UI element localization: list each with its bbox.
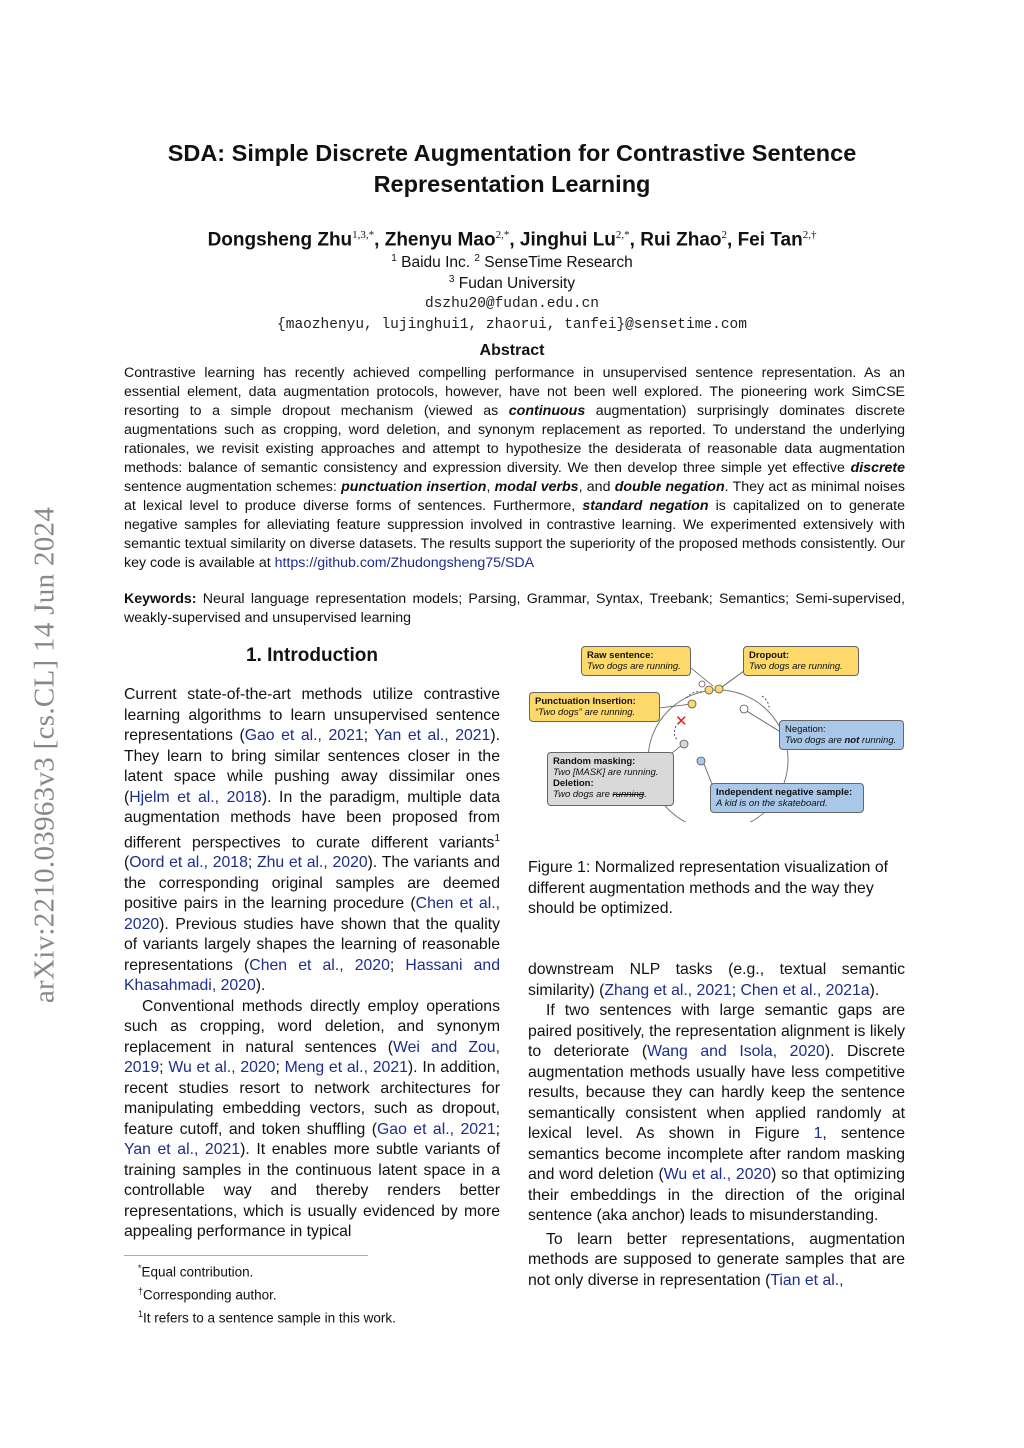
citation-link[interactable]: Oord et al., 2018 xyxy=(129,854,248,872)
affil-mark: 3 xyxy=(448,274,455,285)
citation-link[interactable]: Tian et al., xyxy=(770,1271,844,1289)
paragraph: downstream NLP tasks (e.g., textual semantic similarity) (Zhang et al., 2021; Chen et al., 2021a). xyxy=(528,961,905,999)
author-name: Dongsheng Zhu xyxy=(207,229,353,251)
paper-title xyxy=(120,138,904,200)
affiliation-line-1 xyxy=(120,253,904,272)
figure-1 xyxy=(526,640,906,822)
affiliation-line-2 xyxy=(120,274,904,293)
footnote-rule xyxy=(124,1255,368,1256)
author-name: Jinghui Lu xyxy=(519,229,616,251)
footnote: †Corresponding author. xyxy=(138,1286,277,1303)
negation-box: Negation: Two dogs are not running. xyxy=(779,720,904,750)
affil-sensetime: SenseTime Research xyxy=(479,254,633,272)
citation-link[interactable]: Zhang et al., 2021 xyxy=(604,981,732,999)
section-heading-introduction: 1. Introduction xyxy=(246,645,378,666)
keywords xyxy=(124,590,905,628)
citation-link[interactable]: Hjelm et al., 2018 xyxy=(129,788,262,806)
arxiv-sidebar xyxy=(22,455,68,1055)
author-marks: 2 xyxy=(721,229,728,241)
author-marks: 2,* xyxy=(615,229,630,241)
paragraph: Conventional methods directly employ operations such as cropping, word deletion, and synonym replacement in natural sentences (Wei and Zou, 2019; Wu et al., 2020; Meng et al., 2021). In addition, recent studies resort to network architectures for manipulating embedding vectors, such as dropout, feature cutoff, and token shuffling (Gao et al., 2021; Yan et al., 2021). It enables more subtle variants of training samples in the continuous latent space in a controllable way and thereby renders better representations, which is usually evidenced by more appealing performance in typical xyxy=(124,997,500,1241)
title-line-1: SDA: Simple Discrete Augmentation for Contrastive Sentence xyxy=(167,140,857,166)
citation-link[interactable]: Yan et al., 2021 xyxy=(374,727,491,744)
citation-link[interactable]: Yan et al., 2021 xyxy=(124,1141,241,1159)
citation-link[interactable]: Wei and Zou, 2019 xyxy=(124,1038,500,1077)
citation-link[interactable]: 1 xyxy=(813,1125,823,1142)
affil-mark: 1 xyxy=(391,253,397,264)
figure-caption: Figure 1: Normalized representation visualization of different augmentation methods and the way they should be optimized. xyxy=(528,859,888,917)
affil-fudan: Fudan University xyxy=(454,275,576,293)
abstract-heading: Abstract xyxy=(479,342,545,359)
right-column xyxy=(528,960,905,1291)
citation-link[interactable]: Chen et al., 2020 xyxy=(124,895,500,933)
email-2: {maozhenyu, lujinghui1, zhaorui, tanfei}@sensetime.com xyxy=(277,317,747,333)
keywords-label: Keywords: xyxy=(124,591,197,607)
emph-continuous: continuous xyxy=(508,403,586,419)
citation-link[interactable]: Meng et al., 2021 xyxy=(284,1059,408,1077)
footnote: *Equal contribution. xyxy=(138,1263,254,1280)
keywords-text: Neural language representation models; Parsing, Grammar, Syntax, Treebank; Semantics; Semi-supervised, weakly-supervised and unsupervised learning xyxy=(124,591,905,626)
citation-link[interactable]: Wang and Isola, 2020 xyxy=(647,1043,825,1060)
dropout-box: Dropout: Two dogs are running. xyxy=(743,646,859,676)
author-name: Rui Zhao xyxy=(640,229,722,251)
cross-icon: ✕ xyxy=(675,712,688,730)
paragraph: To learn better representations, augmentation methods are supposed to generate samples that are not only diverse in representation (Tian et al., xyxy=(528,1230,905,1289)
citation-link[interactable]: Wu et al., 2020 xyxy=(663,1166,772,1183)
independent-negative-box: Independent negative sample: A kid is on the skateboard. xyxy=(710,783,864,813)
title-line-2: Representation Learning xyxy=(373,171,651,197)
emph-discrete: discrete xyxy=(850,460,905,476)
citation-link[interactable]: Gao et al., 2021 xyxy=(244,727,364,744)
author-marks: 2,* xyxy=(495,229,510,241)
paragraph: Current state-of-the-art methods utilize contrastive learning algorithms to learn unsupervised sentence representations (Gao et al., 2021; Yan et al., 2021). They learn to bring similar sentences closer in the latent space while pushing away dissimilar ones (Hjelm et al., 2018). In the paradigm, multiple data augmentation methods have been proposed from different perspectives to curate different variants$^1$ (Oord et al., 2018; Zhu et al., 2020). The variants and the corresponding original samples are deemed positive pairs in the learning procedure (Chen et al., 2020). Previous studies have shown that the quality of variants largely shapes the learning of reasonable representations (Chen et al., 2020; Hassani and Khasahmadi, 2020). xyxy=(124,686,500,995)
author-name: Fei Tan xyxy=(737,229,803,251)
citation-link[interactable]: Gao et al., 2021 xyxy=(377,1120,496,1138)
emph-punctuation-insertion: punctuation insertion xyxy=(341,479,487,495)
citation-link[interactable]: Hassani and Khasahmadi, 2020 xyxy=(124,956,500,995)
citation-link[interactable]: Chen et al., 2020 xyxy=(249,956,390,974)
paragraph: If two sentences with large semantic gaps are paired positively, the representation alignment is likely to deteriorate (Wang and Isola, 2020). Discrete augmentation methods usually have less competitive results, because they can hardly keep the sentence semantically consistent when applied randomly at lexical level. As shown in Figure 1, sentence semantics become incomplete after random masking and word deletion (Wu et al., 2020) so that optimizing their embeddings in the direction of the original sentence (aka anchor) leads to misunderstanding. xyxy=(528,1002,906,1224)
github-link[interactable]: https://github.com/Zhudongsheng75/SDA xyxy=(274,555,535,571)
abstract-body: Contrastive learning has recently achieved compelling performance in unsupervised sentence representation. As an essential element, data augmentation protocols, however, have not been well explored. The pioneering work SimCSE resorting to a simple dropout mechanism (viewed as continuous augmentation) surprisingly dominates discrete augmentations such as cropping, word deletion, and synonym replacement as reported. To understand the underlying rationales, we revisit existing approaches and attempt to hypothesize the desiderata of reasonable data augmentation methods: balance of semantic consistency and expression diversity. We then develop three simple yet effective discrete sentence augmentation schemes: punctuation insertion, modal verbs, and double negation. They act as minimal noises at lexical level to produce diverse forms of sentences. Furthermore, standard negation is capitalized on to generate negative samples for alleviating feature suppression involved in contrastive learning. We experimented extensively with semantic textual similarity on diverse datasets. The results support the superiority of the proposed methods consistently. Our key code is available at https://github.com/Zhudongsheng75/SDA xyxy=(124,365,905,571)
author-list: Dongsheng Zhu$^{1,3,*}$, Zhenyu Mao$^{2,*}$, Jinghui $Lu^{2,*}$, Rui Zhao$^2$, Fei Tan$^{2,\dagger}$ xyxy=(207,229,817,251)
citation-link[interactable]: Chen et al., 2021a xyxy=(740,981,870,999)
author-marks: 2,† xyxy=(802,229,817,241)
email-1: dszhu20@fudan.edu.cn xyxy=(424,296,600,312)
footnote: $^1$It refers to a sentence sample in this work. xyxy=(138,1309,396,1326)
author-name: Zhenyu Mao xyxy=(384,229,496,251)
punctuation-insertion-box: Punctuation Insertion: “Two dogs” are running. xyxy=(529,692,660,722)
arxiv-identifier: arXiv:2210.03963v3 [cs.CL] 14 Jun 2024 xyxy=(28,506,61,1004)
citation-link[interactable]: Zhu et al., 2020 xyxy=(256,854,368,872)
footnotes xyxy=(124,1259,396,1328)
emph-modal-verbs: modal verbs xyxy=(494,479,579,495)
footnote-ref[interactable]: 1 xyxy=(494,832,500,844)
affil-mark: 2 xyxy=(474,253,480,264)
citation-link[interactable]: Wu et al., 2020 xyxy=(168,1059,276,1077)
affil-baidu: Baidu Inc. xyxy=(396,254,475,272)
left-column xyxy=(124,685,500,1243)
author-marks: 1,3,* xyxy=(352,229,375,241)
emph-double-negation: double negation xyxy=(614,479,725,495)
emph-standard-negation: standard negation xyxy=(582,498,709,514)
raw-sentence-box: Raw sentence: Two dogs are running. xyxy=(581,646,691,676)
random-masking-deletion-box: Random masking: Two [MASK] are running. Deletion: Two dogs are running. xyxy=(547,752,674,806)
